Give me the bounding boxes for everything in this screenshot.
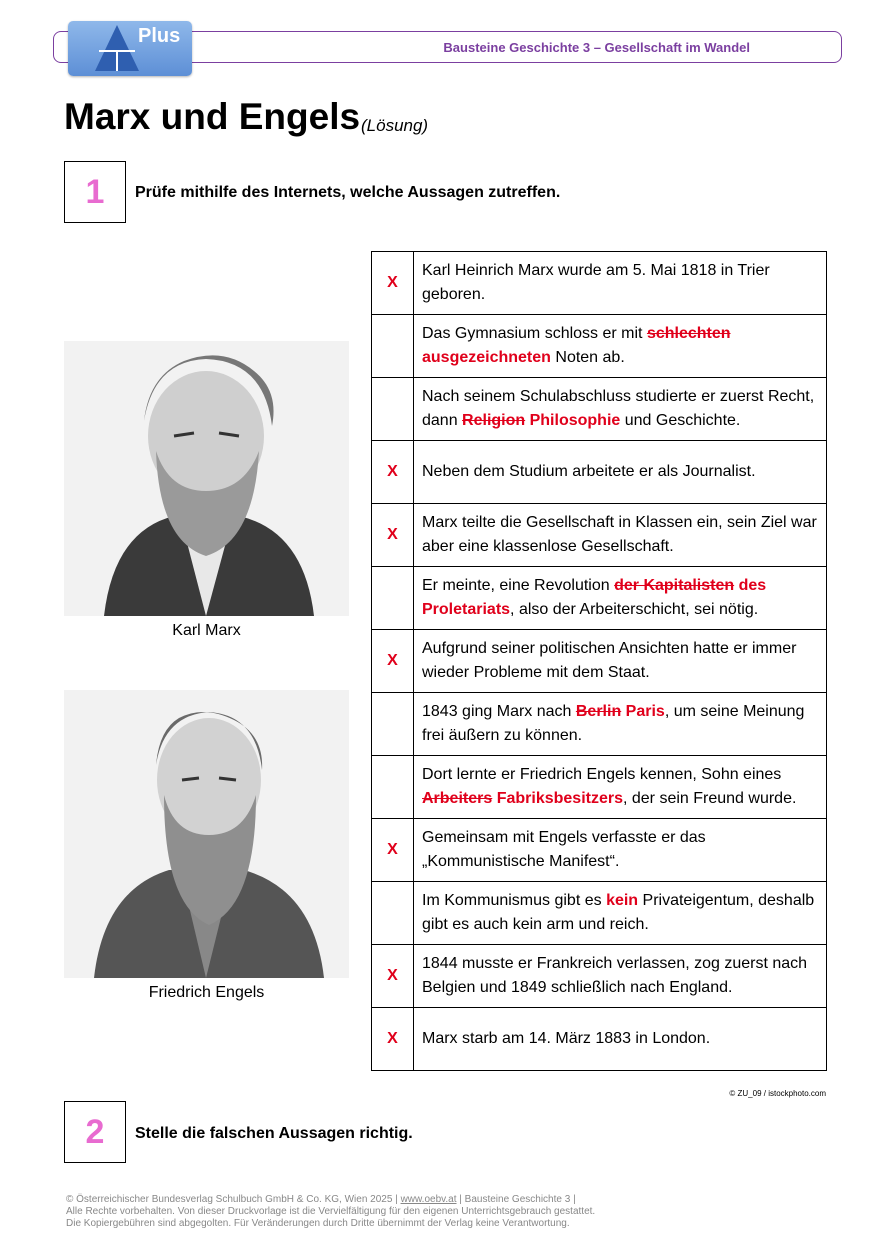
statement-mark: [372, 567, 414, 630]
statement-text: [414, 504, 827, 567]
statement-row: [372, 252, 827, 315]
footer-line-3: Die Kopiergebühren sind abgegolten. Für Veränderungen durch Dritte übernimmt der Verlag keine Verantwortung.: [66, 1218, 570, 1229]
statement-text: [414, 441, 827, 504]
task-instruction: Stelle die falschen Aussagen richtig.: [135, 1125, 413, 1142]
statement-row: [372, 1008, 827, 1071]
page-title: Marx und Engels: [64, 96, 361, 137]
task-number-box: 2: [64, 1101, 126, 1163]
statement-segment: Das Gymnasium schloss er mit: [422, 325, 647, 342]
marx-caption: Karl Marx: [172, 622, 241, 639]
statement-segment: 1844 musste er Frankreich verlassen, zog zuerst nach Belgien und 1849 schließlich nach England.: [422, 955, 808, 996]
statement-row: [372, 441, 827, 504]
engels-portrait-image: [64, 690, 349, 978]
statement-text: [414, 1008, 827, 1071]
statement-row: [372, 378, 827, 441]
header-title: Bausteine Geschichte 3 – Gesellschaft im Wandel: [443, 40, 750, 55]
statement-segment: , um seine Meinung frei äußern zu können.: [422, 703, 805, 744]
statement-segment: Privateigentum, deshalb gibt es auch kein arm und reich.: [422, 892, 815, 933]
statement-mark: X: [372, 945, 414, 1008]
struck-word: schlechten: [646, 325, 731, 342]
engels-caption: Friedrich Engels: [148, 984, 265, 1001]
statement-segment: Karl Heinrich Marx wurde am 5. Mai 1818 in Trier geboren.: [422, 262, 770, 303]
correction-word: des Proletariats: [422, 577, 767, 618]
statement-segment: Aufgrund seiner politischen Ansichten hatte er immer wieder Probleme mit dem Staat.: [422, 640, 797, 681]
page-subtitle: (Lösung): [361, 116, 429, 135]
statement-mark: X: [372, 1008, 414, 1071]
statement-row: [372, 756, 827, 819]
statement-text: [414, 756, 827, 819]
statement-text: [414, 378, 827, 441]
image-credit: © ZU_09 / istockphoto.com: [729, 1089, 826, 1098]
statement-segment: Noten ab.: [550, 349, 625, 366]
statement-row: [372, 504, 827, 567]
statement-mark: X: [372, 630, 414, 693]
statement-text: [414, 882, 827, 945]
statement-segment: Neben dem Studium arbeitete er als Journalist.: [422, 463, 756, 480]
statement-mark: [372, 378, 414, 441]
statement-text: [414, 252, 827, 315]
statement-segment: 1843 ging Marx nach: [422, 703, 576, 720]
footer: [66, 1194, 595, 1230]
statement-mark: [372, 756, 414, 819]
statement-mark: [372, 882, 414, 945]
statement-mark: [372, 693, 414, 756]
statement-segment: , also der Arbeiterschicht, sei nötig.: [510, 601, 759, 618]
triangle-logo-icon: [93, 23, 141, 73]
correction-word: ausgezeichneten: [422, 349, 551, 366]
statement-segment: Er meinte, eine Revolution: [422, 577, 615, 594]
struck-word: Arbeiters: [422, 790, 493, 807]
publisher-logo: [68, 21, 192, 76]
correction-word: Philosophie: [529, 412, 621, 429]
statement-row: [372, 693, 827, 756]
statement-row: [372, 819, 827, 882]
statement-mark: X: [372, 441, 414, 504]
statement-text: [414, 630, 827, 693]
statement-mark: X: [372, 252, 414, 315]
statement-segment: Marx teilte die Gesellschaft in Klassen ein, sein Ziel war aber eine klassenlose Gesellschaft.: [422, 514, 817, 555]
correction-word: Fabriksbesitzers: [496, 790, 623, 807]
footer-line-1: © Österreichischer Bundesverlag Schulbuch GmbH & Co. KG, Wien 2025 | www.oebv.at | Bausteine Geschichte 3 |: [66, 1194, 576, 1205]
task-instruction: Prüfe mithilfe des Internets, welche Aussagen zutreffen.: [135, 184, 561, 201]
statement-segment: , der sein Freund wurde.: [622, 790, 797, 807]
statement-text: [414, 945, 827, 1008]
statement-segment: Marx starb am 14. März 1883 in London.: [422, 1030, 711, 1047]
statement-mark: X: [372, 504, 414, 567]
struck-word: der Kapitalisten: [614, 577, 735, 594]
statements-table: [371, 251, 827, 1071]
correction-word: Paris: [625, 703, 665, 720]
publisher-link[interactable]: www.oebv.at: [400, 1194, 457, 1205]
struck-word: Berlin: [575, 703, 622, 720]
statement-row: [372, 315, 827, 378]
struck-word: Religion: [462, 412, 526, 429]
statement-segment: Nach seinem Schulabschluss studierte er zuerst Recht, dann: [422, 388, 815, 429]
statement-row: [372, 567, 827, 630]
statement-text: [414, 693, 827, 756]
statement-text: [414, 819, 827, 882]
statement-row: [372, 945, 827, 1008]
marx-portrait-image: [64, 341, 349, 616]
statement-text: [414, 315, 827, 378]
statement-row: [372, 630, 827, 693]
statement-segment: Dort lernte er Friedrich Engels kennen, Sohn eines: [422, 766, 782, 783]
footer-line-2: Alle Rechte vorbehalten. Von dieser Druckvorlage ist die Vervielfältigung für den eigenen Unterrichtsgebrauch gestattet.: [66, 1206, 596, 1217]
statement-text: [414, 567, 827, 630]
logo-text: Plus: [138, 25, 181, 47]
statement-segment: und Geschichte.: [620, 412, 741, 429]
task-number-box: 1: [64, 161, 126, 223]
statement-segment: Gemeinsam mit Engels verfasste er das „Kommunistische Manifest“.: [422, 829, 706, 870]
correction-word: kein: [606, 892, 639, 909]
statement-mark: X: [372, 819, 414, 882]
statement-segment: Im Kommunismus gibt es: [422, 892, 607, 909]
statement-mark: [372, 315, 414, 378]
statement-row: [372, 882, 827, 945]
